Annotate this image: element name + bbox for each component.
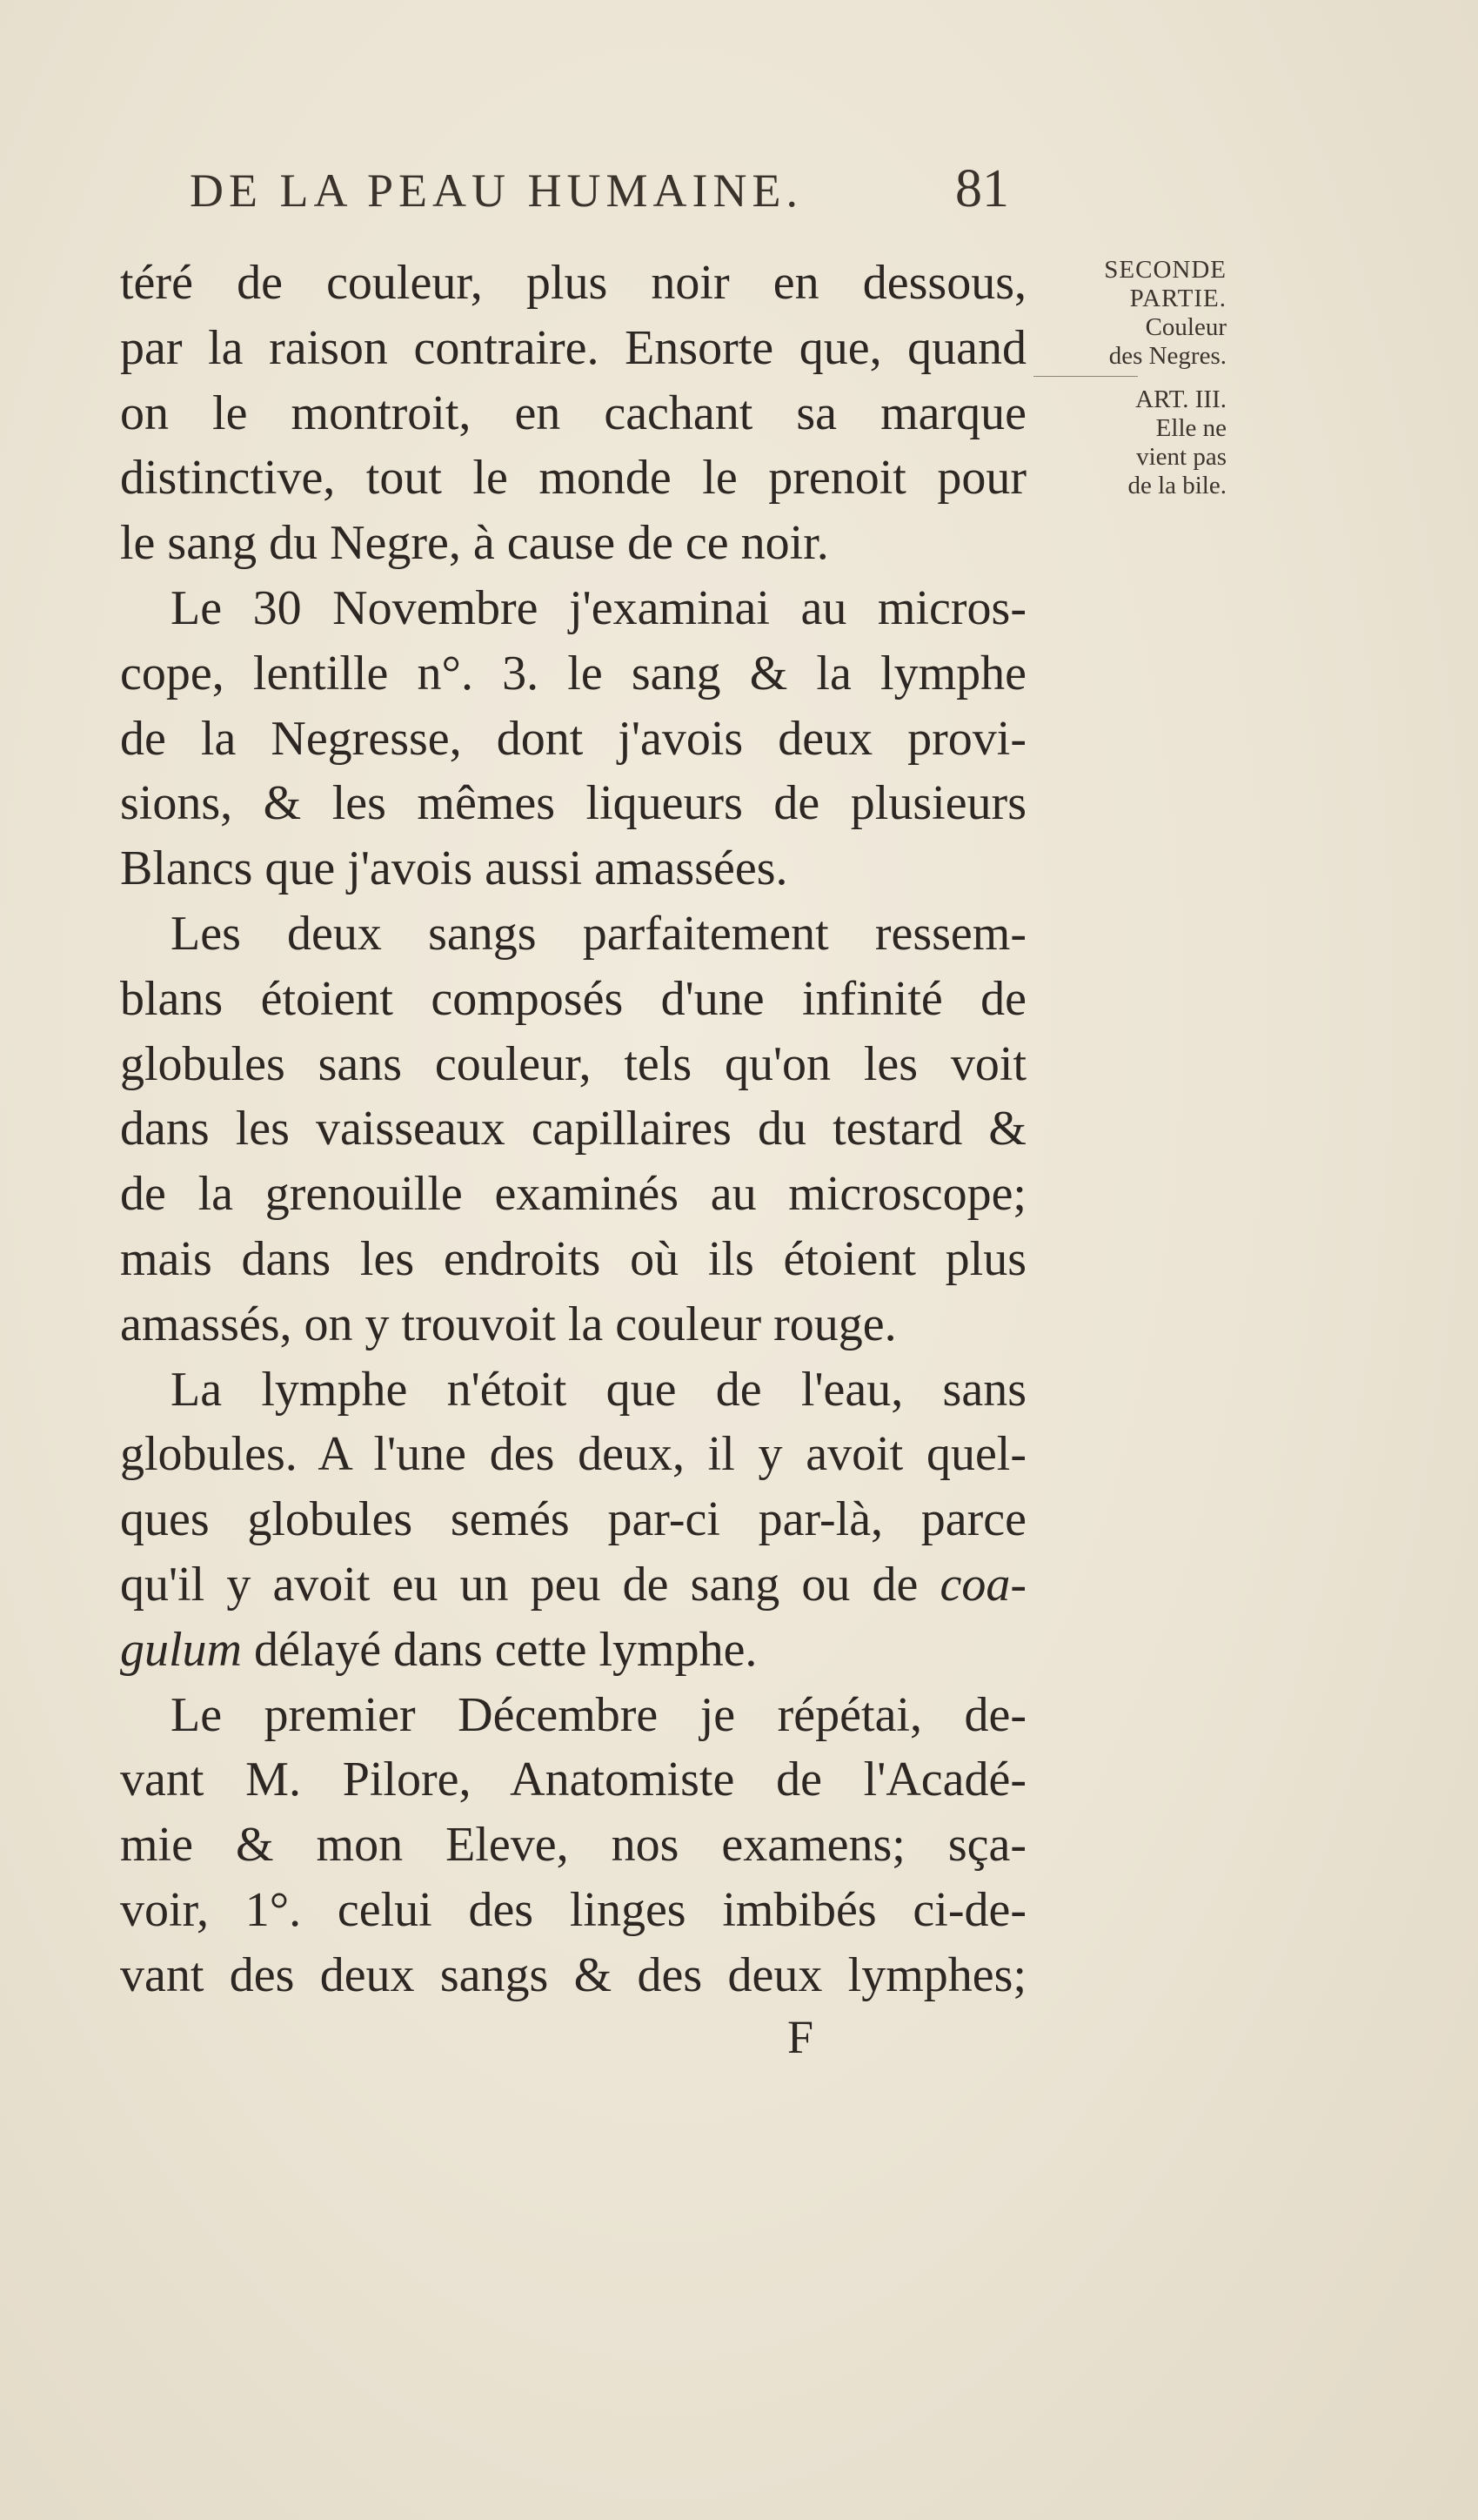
text-line: téré de couleur, plus noir en dessous, <box>120 256 1027 310</box>
margin-note-line: PARTIE. <box>1129 285 1227 312</box>
text-line: on le montroit, en cachant sa marque <box>120 385 1027 440</box>
signature-mark: F <box>787 2011 814 2063</box>
text-line: de la Negresse, dont j'avois deux provi- <box>120 711 1027 766</box>
text-line: amassés, on y trouvoit la couleur rouge. <box>120 1297 897 1351</box>
text-line: mais dans les endroits où ils étoient plus <box>120 1231 1027 1286</box>
text-line: qu'il y avoit eu un peu de sang ou de coa- <box>120 1557 1027 1612</box>
text-line: de la grenouille examinés au microscope; <box>120 1167 1027 1222</box>
text-line: ques globules semés par-ci par-là, parce <box>120 1492 1027 1547</box>
text-line: globules sans couleur, tels qu'on les voit <box>120 1036 1027 1091</box>
text-line: mie & mon Eleve, nos examens; sça- <box>120 1818 1027 1873</box>
text-line: gulum délayé dans cette lymphe. <box>120 1622 758 1677</box>
text-line: distinctive, tout le monde le prenoit pour <box>120 451 1027 506</box>
text-line: par la raison contraire. Ensorte que, quand <box>120 320 1027 375</box>
text-line: vant des deux sangs & des deux lymphes; <box>120 1947 1027 2002</box>
text-line: dans les vaisseaux capillaires du testard & <box>120 1102 1027 1156</box>
body-text <box>120 251 1027 2008</box>
text-line: Le 30 Novembre j'examinai au micros- <box>171 580 1027 635</box>
margin-note-line: SECONDE <box>1104 256 1227 284</box>
running-title: DE LA PEAU HUMAINE. <box>190 164 803 217</box>
text-line: Les deux sangs parfaitement ressem- <box>171 906 1027 961</box>
text-line: Blancs que j'avois aussi amassées. <box>120 841 788 896</box>
text-line: La lymphe n'étoit que de l'eau, sans <box>171 1362 1027 1417</box>
text-line: le sang du Negre, à cause de ce noir. <box>120 516 829 571</box>
margin-note-line: des Negres. <box>1108 342 1227 370</box>
margin-note-line: vient pas <box>1136 443 1227 471</box>
text-line: voir, 1°. celui des linges imbibés ci-de- <box>120 1882 1027 1937</box>
margin-note-line: de la bile. <box>1127 472 1227 499</box>
margin-note-line: ART. III. <box>1135 385 1227 413</box>
page-number: 81 <box>955 159 1009 218</box>
text-line: cope, lentille n°. 3. le sang & la lymphe <box>120 646 1027 700</box>
text-line: vant M. Pilore, Anatomiste de l'Acadé- <box>120 1753 1027 1807</box>
margin-note-rule <box>1033 376 1138 377</box>
margin-note-line: Couleur <box>1145 313 1227 341</box>
text-line: blans étoient composés d'une infinité de <box>120 971 1027 1026</box>
text-line: globules. A l'une des deux, il y avoit quel- <box>120 1427 1027 1482</box>
text-line: sions, & les mêmes liqueurs de plusieurs <box>120 776 1027 831</box>
margin-note-line: Elle ne <box>1155 414 1227 442</box>
text-line: Le premier Décembre je répétai, de- <box>171 1687 1027 1742</box>
margin-note <box>1033 256 1227 500</box>
